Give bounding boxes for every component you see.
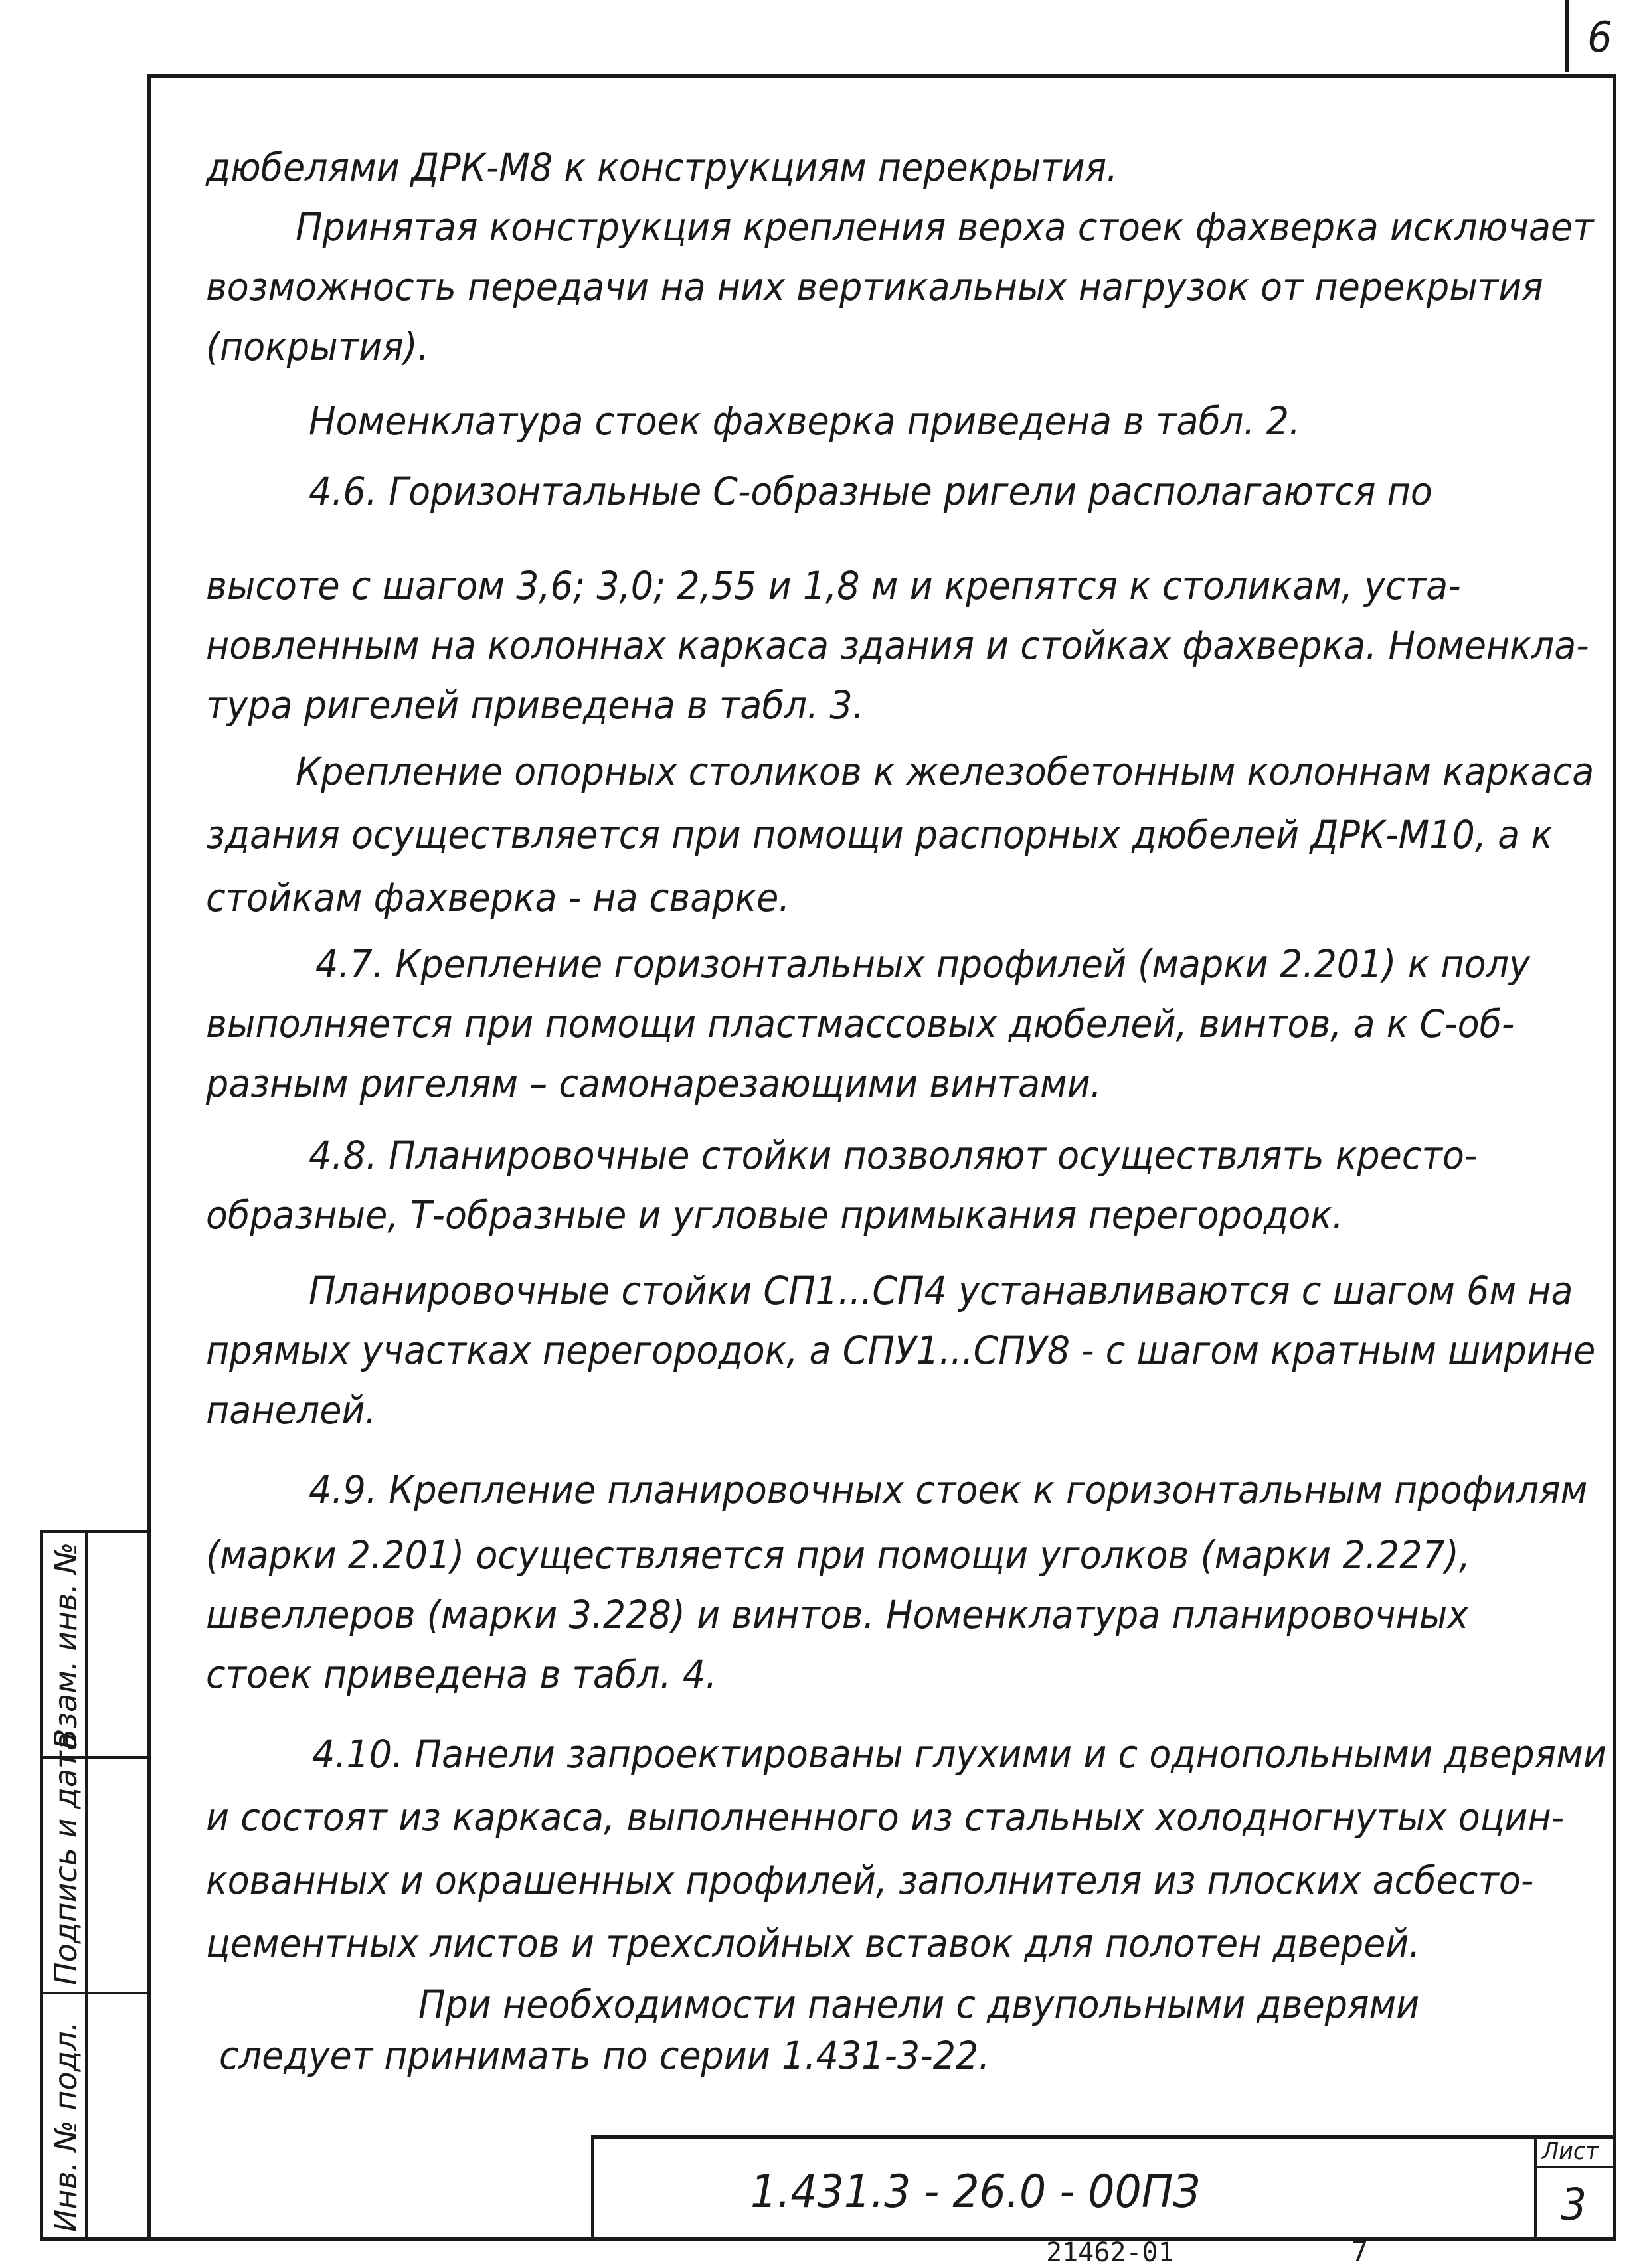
title-block-sheet-divider (1534, 2135, 1537, 2239)
body-line: цементных листов и трехслойных вставок для полотен дверей. (206, 1921, 1421, 1966)
body-line: образные, Т-образные и угловые примыкания перегородок. (206, 1192, 1344, 1238)
stamp-podpis-data: Подпись и дата (48, 1732, 84, 1985)
body-line: панелей. (206, 1388, 377, 1433)
stamp-column-mid (85, 1530, 88, 2239)
title-block-top (591, 2135, 1616, 2139)
body-line: следует принимать по серии 1.431-3-22. (219, 2033, 990, 2078)
body-line: 4.6. Горизонтальные С-образные ригели располагаются по (309, 469, 1432, 514)
body-line: возможность передачи на них вертикальных нагрузок от перекрытия (206, 264, 1543, 309)
body-line: кованных и окрашенных профилей, заполнителя из плоских асбесто- (206, 1858, 1534, 1903)
body-line: стоек приведена в табл. 4. (206, 1652, 717, 1697)
top-box-left-border (1565, 0, 1569, 72)
body-line: здания осуществляется при помощи распорных дюбелей ДРК-М10, а к (206, 812, 1553, 857)
body-line: выполняется при помощи пластмассовых дюбелей, винтов, а к С-об- (206, 1001, 1515, 1046)
frame-left (147, 74, 151, 2240)
title-block-designation: 1.431.3 - 26.0 - 00ПЗ (750, 2166, 1200, 2218)
stamp-inv-podl: Инв. № подл. (48, 2021, 84, 2232)
body-line: тура ригелей приведена в табл. 3. (206, 683, 864, 728)
body-line: стойкам фахверка - на сварке. (206, 875, 790, 920)
title-block-sheet-label: Лист (1542, 2138, 1599, 2165)
frame-top (147, 74, 1616, 78)
body-line: Крепление опорных столиков к железобетонным колоннам каркаса (296, 749, 1595, 794)
stamp-row-2 (40, 1992, 149, 1994)
frame-bottom (40, 2237, 1616, 2241)
stamp-column-left (40, 1530, 43, 2239)
body-line: Принятая конструкция крепления верха стоек фахверка исключает (296, 204, 1594, 250)
top-page-number: 6 (1587, 13, 1612, 62)
frame-right (1613, 74, 1616, 2240)
body-line: прямых участках перегородок, а СПУ1...СПУ8 - с шагом кратным ширине (206, 1328, 1596, 1373)
body-line: разным ригелям – самонарезающими винтами. (206, 1061, 1102, 1106)
footer-code: 21462-01 (1046, 2237, 1174, 2268)
body-line: новленным на колоннах каркаса здания и стойках фахверка. Номенкла- (206, 623, 1589, 668)
body-line: и состоят из каркаса, выполненного из стальных холодногнутых оцин- (206, 1795, 1565, 1840)
title-block-sheet-label-line (1534, 2166, 1616, 2168)
stamp-vzam-inv: Взам. инв. № (48, 1542, 84, 1749)
footer-page: 7 (1351, 2235, 1369, 2267)
body-line: (марки 2.201) осуществляется при помощи уголков (марки 2.227), (206, 1532, 1471, 1578)
body-line: Номенклатура стоек фахверка приведена в табл. 2. (309, 398, 1301, 444)
body-line: 4.7. Крепление горизонтальных профилей (марки 2.201) к полу (315, 941, 1530, 987)
title-block-left (591, 2135, 594, 2239)
body-line: 4.10. Панели запроектированы глухими и с однопольными дверями (312, 1732, 1606, 1777)
body-line: 4.8. Планировочные стойки позволяют осуществлять кресто- (309, 1133, 1478, 1178)
title-block-sheet-number: 3 (1561, 2179, 1587, 2230)
body-line: 4.9. Крепление планировочных стоек к горизонтальным профилям (309, 1467, 1588, 1512)
stamp-column-top (40, 1530, 149, 1533)
body-line: Планировочные стойки СП1...СП4 устанавливаются с шагом 6м на (309, 1268, 1573, 1313)
body-line: (покрытия). (206, 324, 429, 369)
body-line: При необходимости панели с двупольными дверями (418, 1982, 1420, 2027)
body-line: дюбелями ДРК-М8 к конструкциям перекрытия. (206, 145, 1118, 190)
body-line: швеллеров (марки 3.228) и винтов. Номенклатура планировочных (206, 1592, 1469, 1637)
body-line: высоте с шагом 3,6; 3,0; 2,55 и 1,8 м и крепятся к столикам, уста- (206, 563, 1461, 608)
